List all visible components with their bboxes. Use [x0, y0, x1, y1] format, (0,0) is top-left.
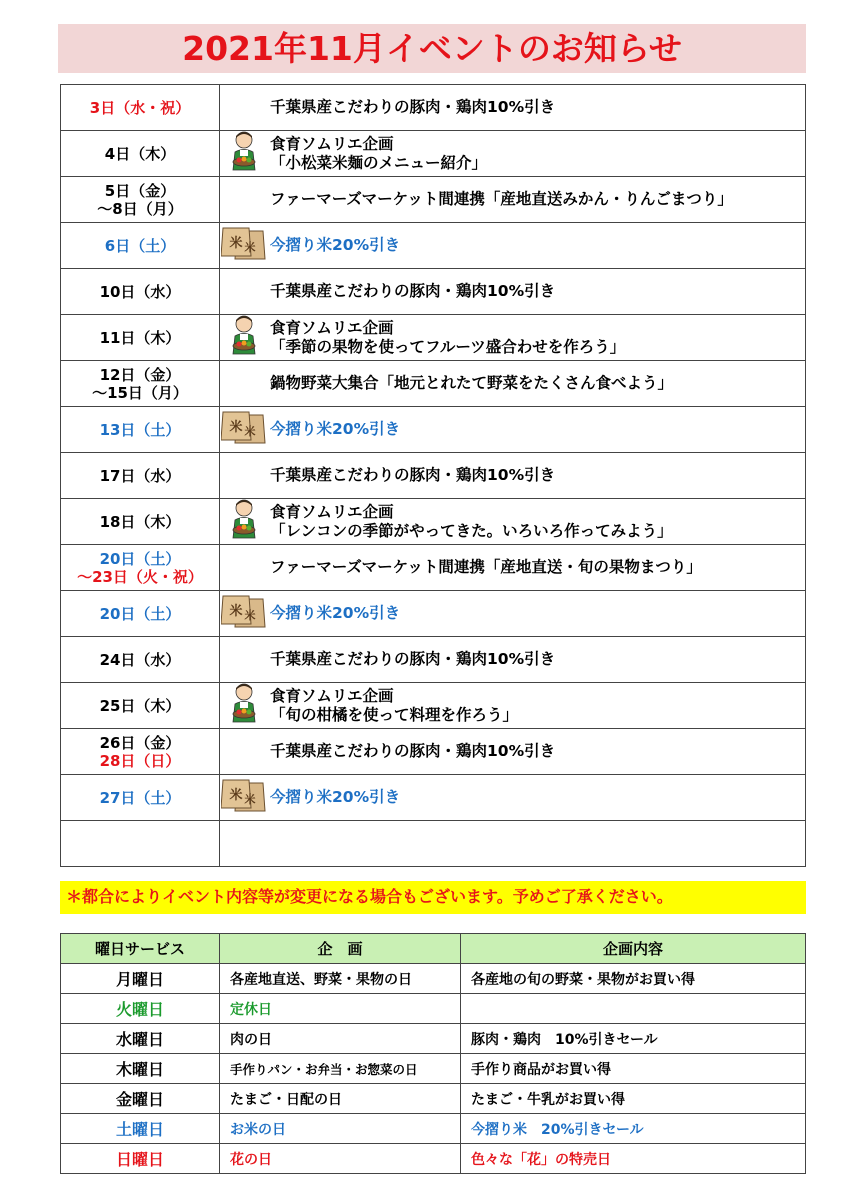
event-description [220, 453, 806, 499]
header-detail: 企画内容 [461, 934, 806, 964]
event-row [61, 499, 806, 545]
event-text-line: 千葉県産こだわりの豚肉・鶏肉10%引き [270, 466, 556, 484]
event-row [61, 361, 806, 407]
event-date [61, 85, 220, 131]
svg-text:米: 米 [244, 609, 256, 622]
event-date [61, 499, 220, 545]
event-date-line: 20日（土） [99, 549, 181, 568]
service-detail: 各産地の旬の野菜・果物がお買い得 [461, 964, 806, 994]
event-row [61, 315, 806, 361]
event-text-line: 「小松菜米麺のメニュー紹介」 [270, 153, 488, 172]
service-row [61, 1024, 806, 1054]
event-date [61, 637, 220, 683]
rice-bag-icon [221, 409, 267, 450]
event-date-line: 17日（水） [99, 466, 181, 485]
event-date-line: 27日（土） [99, 788, 181, 807]
event-text-line: 食育ソムリエ企画 [270, 502, 394, 521]
service-weekday: 木曜日 [61, 1054, 220, 1084]
service-detail: 豚肉・鶏肉 10%引きセール [461, 1024, 806, 1054]
event-row [61, 637, 806, 683]
title-banner [58, 24, 806, 73]
service-plan: 花の日 [220, 1144, 461, 1174]
event-description [220, 361, 806, 407]
service-detail: 今摺り米 20%引きセール [461, 1114, 806, 1144]
event-date [61, 361, 220, 407]
event-text-line: ファーマーズマーケット間連携「産地直送・旬の果物まつり」 [270, 558, 702, 576]
event-text-line: 今摺り米20%引き [270, 604, 401, 622]
rice-bag-icon [221, 225, 267, 266]
event-date [61, 269, 220, 315]
svg-text:米: 米 [244, 241, 256, 254]
event-text-line: 千葉県産こだわりの豚肉・鶏肉10%引き [270, 98, 556, 116]
event-description [220, 131, 806, 177]
event-text-line: 鍋物野菜大集合「地元とれたて野菜をたくさん食べよう」 [270, 374, 674, 392]
event-date-line: 28日（日） [99, 751, 181, 770]
sommelier-icon [227, 498, 261, 545]
sommelier-icon [227, 314, 261, 361]
service-detail: たまご・牛乳がお買い得 [461, 1084, 806, 1114]
event-date [61, 545, 220, 591]
event-date-line: ～23日（火・祝） [77, 567, 203, 586]
event-text-line: 今摺り米20%引き [270, 420, 401, 438]
weekday-service-table [60, 933, 806, 1174]
event-date [61, 407, 220, 453]
event-row [61, 269, 806, 315]
service-plan: たまご・日配の日 [220, 1084, 461, 1114]
event-text-line: 今摺り米20%引き [270, 788, 401, 806]
event-date-line: 20日（土） [99, 604, 181, 623]
event-date-line: 25日（木） [99, 696, 181, 715]
service-weekday: 土曜日 [61, 1114, 220, 1144]
event-text-line: 「レンコンの季節がやってきた。いろいろ作ってみよう」 [270, 521, 673, 540]
event-row [61, 85, 806, 131]
event-date-line: 24日（水） [99, 650, 181, 669]
event-date [61, 821, 220, 867]
event-description [220, 223, 806, 269]
event-date-line: 3日（水・祝） [89, 98, 191, 117]
event-text-line: 今摺り米20%引き [270, 236, 401, 254]
event-text-line: 千葉県産こだわりの豚肉・鶏肉10%引き [270, 282, 556, 300]
service-weekday: 金曜日 [61, 1084, 220, 1114]
event-date [61, 453, 220, 499]
sommelier-icon [227, 130, 261, 177]
notice-banner [60, 881, 806, 914]
event-date-line: 18日（木） [99, 512, 181, 531]
event-row [61, 775, 806, 821]
service-weekday: 水曜日 [61, 1024, 220, 1054]
event-description [220, 85, 806, 131]
event-row [61, 729, 806, 775]
service-row [61, 964, 806, 994]
event-row [61, 131, 806, 177]
event-date [61, 315, 220, 361]
event-date [61, 131, 220, 177]
service-plan: 手作りパン・お弁当・お惣菜の日 [220, 1054, 461, 1084]
event-date-line: ～15日（月） [92, 383, 188, 402]
event-description [220, 315, 806, 361]
event-row [61, 683, 806, 729]
event-text-line: 食育ソムリエ企画 [270, 318, 394, 337]
event-date-line: 13日（土） [99, 420, 181, 439]
service-detail: 手作り商品がお買い得 [461, 1054, 806, 1084]
event-text-line: 食育ソムリエ企画 [270, 686, 394, 705]
event-date-line: 5日（金） [104, 181, 176, 200]
service-row [61, 1144, 806, 1174]
notice-text: ＊都合によりイベント内容等が変更になる場合もございます。予めご了承ください。 [66, 887, 673, 906]
event-date [61, 683, 220, 729]
event-text-line: ファーマーズマーケット間連携「産地直送みかん・りんごまつり」 [270, 190, 733, 208]
event-date [61, 729, 220, 775]
event-text-line: 「旬の柑橘を使って料理を作ろう」 [270, 705, 519, 724]
rice-bag-icon [221, 593, 267, 634]
header-plan: 企 画 [220, 934, 461, 964]
service-weekday: 日曜日 [61, 1144, 220, 1174]
event-date-line: 4日（木） [104, 144, 176, 163]
service-plan: 肉の日 [220, 1024, 461, 1054]
event-text-line: 「季節の果物を使ってフルーツ盛合わせを作ろう」 [270, 337, 626, 356]
service-row [61, 1114, 806, 1144]
event-row [61, 453, 806, 499]
event-row [61, 545, 806, 591]
service-row [61, 1084, 806, 1114]
event-date [61, 223, 220, 269]
event-text-line: 千葉県産こだわりの豚肉・鶏肉10%引き [270, 742, 556, 760]
service-detail [461, 994, 806, 1024]
event-row [61, 407, 806, 453]
svg-text:米: 米 [244, 425, 256, 438]
event-description [220, 775, 806, 821]
event-description [220, 499, 806, 545]
svg-text:米: 米 [229, 604, 243, 619]
service-weekday: 月曜日 [61, 964, 220, 994]
event-date [61, 591, 220, 637]
event-description [220, 177, 806, 223]
service-plan: 定休日 [220, 994, 461, 1024]
event-date-line: 6日（土） [104, 236, 176, 255]
event-date-line: 12日（金） [99, 365, 181, 384]
event-description [220, 591, 806, 637]
event-text-line: 食育ソムリエ企画 [270, 134, 394, 153]
event-date-line: 26日（金） [99, 733, 181, 752]
service-row [61, 1054, 806, 1084]
service-plan: お米の日 [220, 1114, 461, 1144]
page-title: 2021年11月イベントのお知らせ [182, 29, 682, 68]
event-date-line: 10日（水） [99, 282, 181, 301]
svg-text:米: 米 [244, 793, 256, 806]
service-plan: 各産地直送、野菜・果物の日 [220, 964, 461, 994]
sommelier-icon [227, 682, 261, 729]
service-detail: 色々な「花」の特売日 [461, 1144, 806, 1174]
event-row [61, 177, 806, 223]
service-weekday: 火曜日 [61, 994, 220, 1024]
service-header-row [61, 934, 806, 964]
event-date [61, 177, 220, 223]
service-row [61, 994, 806, 1024]
event-description [220, 637, 806, 683]
rice-bag-icon [221, 777, 267, 818]
event-description [220, 729, 806, 775]
event-date-line: ～8日（月） [97, 199, 183, 218]
event-description [220, 407, 806, 453]
svg-text:米: 米 [229, 788, 243, 803]
event-description [220, 683, 806, 729]
event-row [61, 223, 806, 269]
svg-text:米: 米 [229, 420, 243, 435]
event-row [61, 821, 806, 867]
event-table [60, 84, 806, 867]
event-description [220, 821, 806, 867]
event-date-line: 11日（木） [99, 328, 181, 347]
event-description [220, 269, 806, 315]
svg-text:米: 米 [229, 236, 243, 251]
event-text-line: 千葉県産こだわりの豚肉・鶏肉10%引き [270, 650, 556, 668]
event-description [220, 545, 806, 591]
event-row [61, 591, 806, 637]
event-date [61, 775, 220, 821]
header-weekday: 曜日サービス [61, 934, 220, 964]
